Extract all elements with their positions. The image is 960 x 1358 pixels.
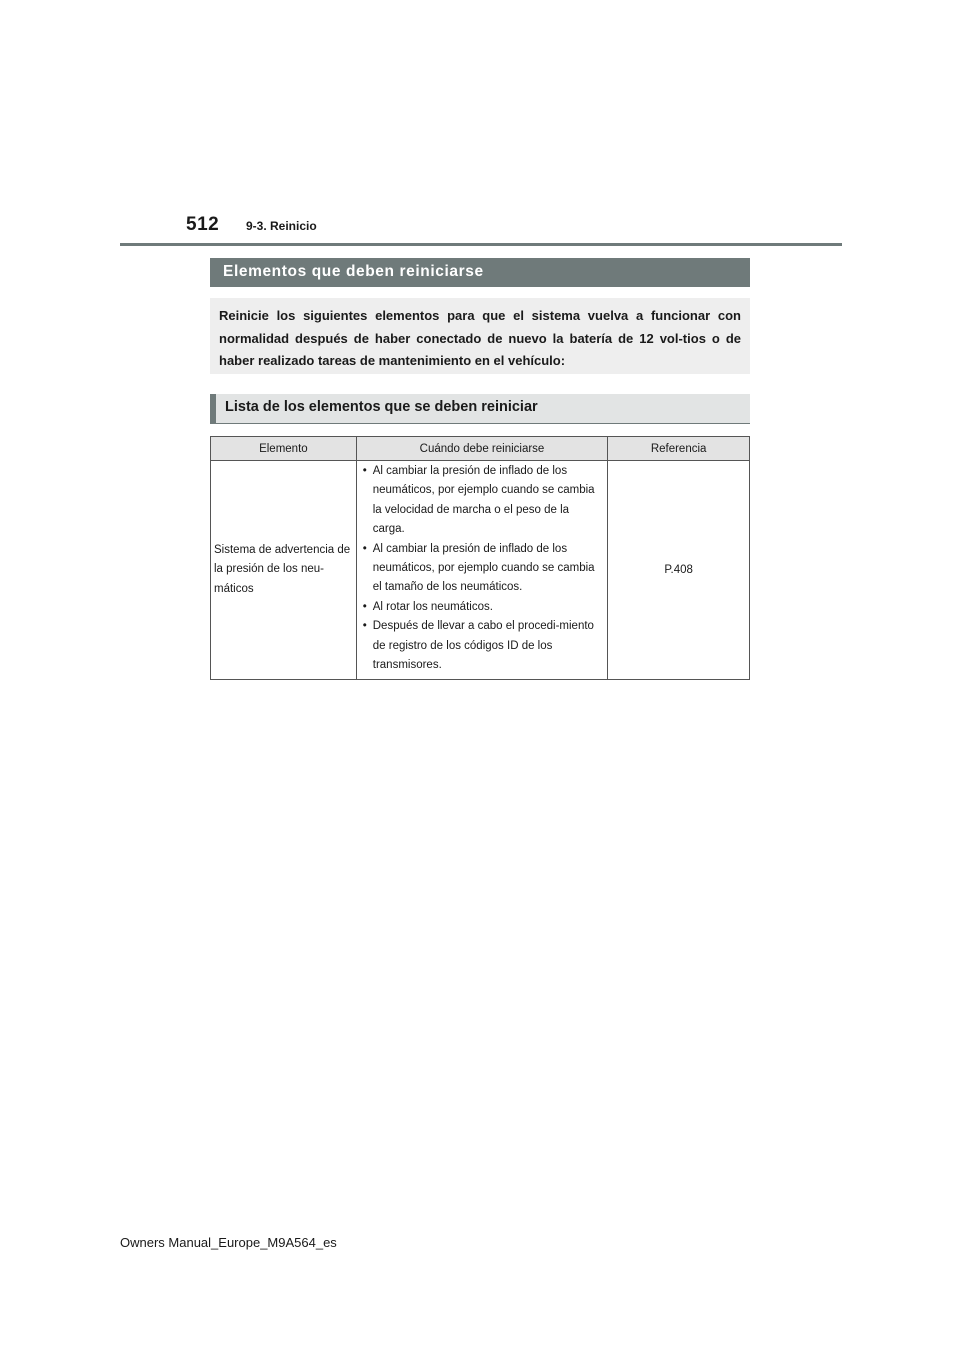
header-reference: Referencia	[608, 437, 750, 461]
page-number: 512	[186, 214, 220, 235]
cell-element: Sistema de advertencia de la presión de los neu-máticos	[211, 461, 357, 680]
reset-items-table	[210, 436, 750, 680]
cell-reference: P.408	[608, 461, 750, 680]
table-row	[211, 461, 750, 680]
footer-text: Owners Manual_Europe_M9A564_es	[120, 1235, 337, 1250]
when-list	[357, 461, 608, 679]
list-item: • Después de llevar a cabo el procedi-miento de registro de los códigos ID de los transmisores.	[363, 617, 604, 675]
intro-text: Reinicie los siguientes elementos para que el sistema vuelva a funcionar con normalidad después de haber conectado de nuevo la batería de 12 vol-tios o de haber realizado tareas de mantenimiento en el vehículo:	[210, 298, 750, 374]
list-item: • Al cambiar la presión de inflado de los neumáticos, por ejemplo cuando se cambia la velocidad de marcha o el peso de la carga.	[363, 462, 604, 540]
list-item: • Al cambiar la presión de inflado de los neumáticos, por ejemplo cuando se cambia el tamaño de los neumáticos.	[363, 540, 604, 598]
table-header-row	[211, 437, 750, 461]
section-label: 9-3. Reinicio	[246, 219, 317, 233]
subheading: Lista de los elementos que se deben reiniciar	[210, 394, 750, 424]
header-rule	[120, 243, 842, 246]
header-element: Elemento	[211, 437, 357, 461]
header-when: Cuándo debe reiniciarse	[356, 437, 608, 461]
list-item: • Al rotar los neumáticos.	[363, 598, 604, 617]
cell-when	[356, 461, 608, 680]
section-title-bar: Elementos que deben reiniciarse	[210, 258, 750, 287]
